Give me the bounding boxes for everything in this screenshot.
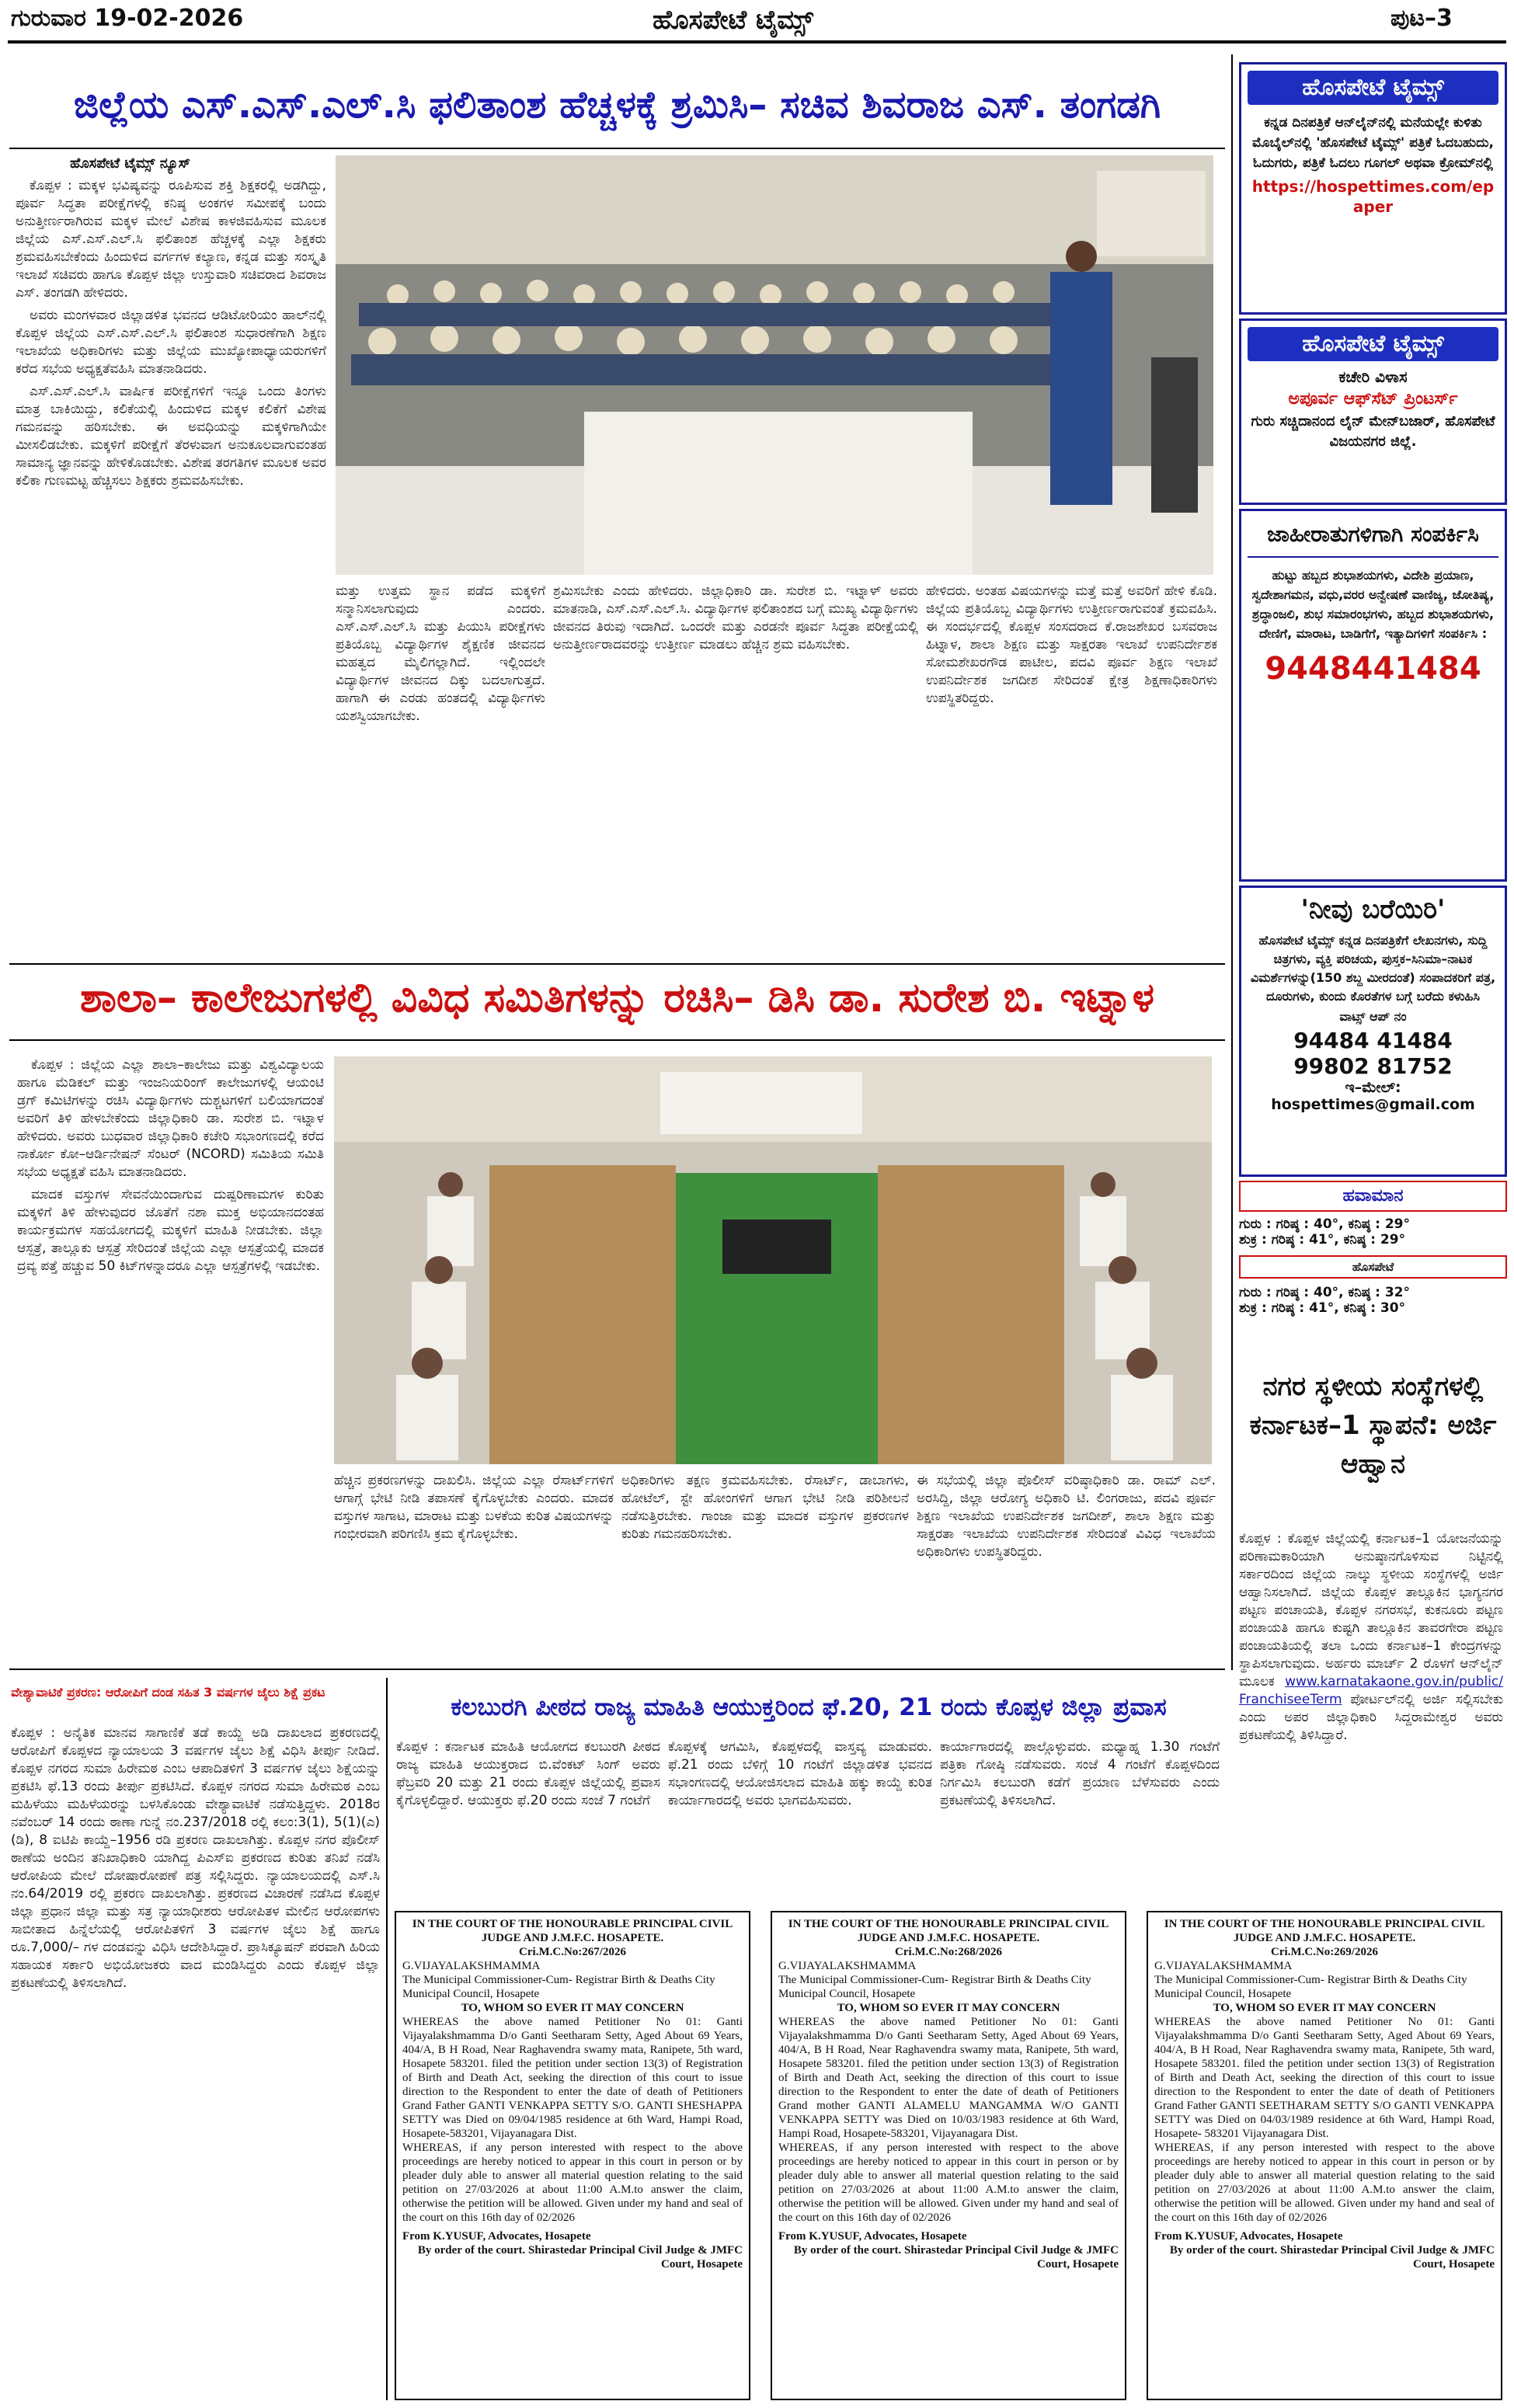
epaper-text: ಕನ್ನಡ ದಿನಪತ್ರಿಕೆ ಆನ್‌ಲೈನ್‌ನಲ್ಲಿ ಮನೆಯಲ್ಲೇ ಕುಳಿತು ಮೊಬೈಲ್‌ನಲ್ಲಿ 'ಹೊಸಪೇಟೆ ಟೈಮ್ಸ್' ಪತ್ರಿಕೆ ಓದಬಹುದು, ಓದುಗರು, ಪತ್ರಿಕೆ ಓದಲು ಗೂಗಲ್ ಅಥವಾ ಕ್ರೋಮ್‌ನಲ್ಲಿ (1252, 115, 1494, 171)
printer-name: ಅಪೂರ್ವ ಆಫ್‌ಸೆಟ್ ಪ್ರಿಂಟರ್ಸ್ (1288, 389, 1458, 409)
weather-row-3: ಗುರು : ಗರಿಷ್ಠ : 40°, ಕನಿಷ್ಠ : 32° (1239, 1285, 1410, 1300)
story5-link[interactable]: www.karnatakaone.gov.in/public/FranchiseeTerm (1239, 1674, 1503, 1707)
story3-body: ಕೊಪ್ಪಳ : ಅನೈತಿಕ ಮಾನವ ಸಾಗಾಣಿಕೆ ತಡೆ ಕಾಯ್ದೆ ಅಡಿ ದಾಖಲಾದ ಪ್ರಕರಣದಲ್ಲಿ ಆರೋಪಿಗೆ ಕೊಪ್ಪಳದ ನ್ಯಾಯಾಲಯ 3 ವರ್ಷಗಳ ಜೈಲು ಶಿಕ್ಷೆ ವಿಧಿಸಿ ತೀರ್ಪು ನೀಡಿದೆ. ಕೊಪ್ಪಳ ನಗರದ ಸುಮಾ ಹಿರೇಮಠ ಎಂಬ ಆಪಾದಿತಳಿಗೆ 3 ವರ್ಷಗಳ ಜೈಲು ಶಿಕ್ಷೆಯನ್ನು ಪ್ರಕಟಿಸಿ ಫೆ.13 ರಂದು ತೀರ್ಪು ಪ್ರಕಟಿಸಿದೆ. ಕೊಪ್ಪಳ ನಗರದ ಸುಮಾ ಹಿರೇಮಠ ಎಂಬ ಮಹಿಳೆಯು ಮಹಿಳೆಯರನ್ನು ಬಳಸಿಕೊಂಡು ವೇಶ್ಯಾವಾಟಿಕೆ ನಡೆಸುತ್ತಿದ್ದಳು. 2018ರ ನವೆಂಬರ್ 14 ರಂದು ಠಾಣಾ ಗುನ್ನೆ ನಂ.237/2018 ರಲ್ಲಿ ಕಲಂ:3(1), 5(1)(ಎ)(ಡಿ), 8 ಐಟಿಪಿ ಕಾಯ್ದೆ–1956 ರಡಿ ಪ್ರಕರಣ ದಾಖಲಾಗಿತ್ತು. ಕೊಪ್ಪಳ ನಗರ ಪೊಲೀಸ್ ಠಾಣೆಯ ಅಂದಿನ ತನಿಖಾಧಿಕಾರಿ ಯಾಗಿದ್ದ ಪಿಎಸ್‌ಐ ಪ್ರಕರಣದ ಕುರಿತು ತನಿಖೆ ನಡೆಸಿ ಆರೋಪಿಯ ಮೇಲೆ ದೋಷಾರೋಪಣೆ ಪತ್ರ ಸಲ್ಲಿಸಿದ್ದರು. ನ್ಯಾಯಾಲಯದಲ್ಲಿ ಎಸ್.ಸಿ ನಂ.64/2019 ರಲ್ಲಿ ಪ್ರಕರಣ ದಾಖಲಾಗಿತ್ತು. ಪ್ರಕರಣದ ವಿಚಾರಣೆ ನಡೆಸಿದ ಕೊಪ್ಪಳ ಜಿಲ್ಲಾ ಪ್ರಧಾನ ಜಿಲ್ಲಾ ಮತ್ತು ಸತ್ರ ನ್ಯಾಯಾಧೀಶರು ಆರೋಪಿತಳ ಮೇಲಿನ ಆರೋಪಗಳು ಸಾಬೀತಾದ ಹಿನ್ನೆಲೆಯಲ್ಲಿ ಆರೋಪಿತಳಿಗೆ 3 ವರ್ಷಗಳ ಜೈಲು ಶಿಕ್ಷೆ ಹಾಗೂ ರೂ.7,000/– ಗಳ ದಂಡವನ್ನು ವಿಧಿಸಿ ಆದೇಶಿಸಿದ್ದಾರೆ. ಪ್ರಾಸಿಕ್ಯೂಷನ್ ಪರವಾಗಿ ಹಿರಿಯ ಸಹಾಯಕ ಸರ್ಕಾರಿ ಅಭಿಯೋಜಕರು ವಾದ ಮಂಡಿಸಿದ್ದರು ಎಂದು ಕೊಪ್ಪಳ ಜಿಲ್ಲಾ ಪ್ರಕಟಣೆಯಲ್ಲಿ ತಿಳಿಸಲಾಗಿದೆ. (11, 1725, 380, 1991)
weather-box (1239, 1181, 1507, 1344)
story1-byline: ಹೊಸಪೇಟೆ ಟೈಮ್ಸ್ ನ್ಯೂಸ್ (70, 155, 191, 172)
story1-para2: ಅವರು ಮಂಗಳವಾರ ಜಿಲ್ಲಾಡಳಿತ ಭವನದ ಆಡಿಟೋರಿಯಂ ಹಾಲ್‌ನಲ್ಲಿ ಕೊಪ್ಪಳ ಜಿಲ್ಲೆಯ ಎಸ್.ಎಸ್.ಎಲ್.ಸಿ ಫಲಿತಾಂಶ ಸುಧಾರಣೆಗಾಗಿ ಶಿಕ್ಷಣ ಇಲಾಖೆಯ ಅಧಿಕಾರಿಗಳು ಮತ್ತು ಜಿಲ್ಲೆಯ ಮುಖ್ಯೋಪಾಧ್ಯಾಯರುಗಳಿಗೆ ಕರೆದ ಸಭೆಯ ಅಧ್ಯಕ್ಷತೆವಹಿಸಿ ಮಾತನಾಡಿದರು. (16, 308, 326, 377)
story5-body (1239, 1530, 1503, 1903)
story1-col2: ಮತ್ತು ಉತ್ತಮ ಸ್ಥಾನ ಪಡೆದ ಮಕ್ಕಳಿಗೆ ಸನ್ಮಾನಿಸಲಾಗುವುದು ಎಂದರು. ಎಸ್.ಎಸ್.ಎಲ್.ಸಿ ಮತ್ತು ಪಿಯುಸಿ ಪರೀಕ್ಷೆಗಳು ಪ್ರತಿಯೊಬ್ಬ ವಿದ್ಯಾರ್ಥಿಗಳ ಶೈಕ್ಷಣಿಕ ಜೀವನದ ಮಹತ್ವದ ಮೈಲಿಗಲ್ಲಾಗಿದೆ. ಇಲ್ಲಿಂದಲೇ ವಿದ್ಯಾರ್ಥಿಗಳ ಜೀವನದ ದಿಕ್ಕು ಬದಲಾಗುತ್ತದೆ. ಹಾಗಾಗಿ ಈ ಎರಡು ಹಂತದಲ್ಲಿ ವಿದ್ಯಾರ್ಥಿಗಳು ಯಶಸ್ವಿಯಾಗಬೇಕು. (336, 583, 545, 724)
legal-notice-3 (1147, 1911, 1502, 2400)
notice-respondent: The Municipal Commissioner-Cum- Registrar Birth & Deaths City Municipal Council, Hosapete (778, 1974, 1091, 2000)
phone-1[interactable]: 94484 41484 (1293, 1028, 1453, 1053)
write-box (1239, 886, 1507, 1177)
story4-col3: ಕಾರ್ಯಾಗಾರದಲ್ಲಿ ಪಾಲ್ಗೊಳ್ಳುವರು. ಮಧ್ಯಾಹ್ನ 1.30 ಗಂಟೆಗೆ ಪತ್ರಿಕಾ ಗೋಷ್ಠಿ ನಡೆಸುವರು. ಸಂಜೆ 4 ಗಂಟೆಗೆ ಕೊಪ್ಪಳದಿಂದ ನಿರ್ಗಮಿಸಿ ಕಲಬುರಗಿ ಕಡೆಗೆ ಪ್ರಯಾಣ ಬೆಳೆಸುವರು ಎಂದು ಪ್ರಕಟಣೆಯಲ್ಲಿ ತಿಳಿಸಲಾಗಿದೆ. (940, 1739, 1220, 1808)
notice-case: Cri.M.C.No:268/2026 (895, 1946, 1002, 1958)
weather-city: ಹೊಸಪೇಟೆ (1239, 1255, 1507, 1279)
story5-text2: ಪೋರ್ಟಲ್‌ನಲ್ಲಿ ಅರ್ಜಿ ಸಲ್ಲಿಸಬೇಕು ಎಂದು ಅಪರ ಜಿಲ್ಲಾಧಿಕಾರಿ ಸಿದ್ದರಾಮೇಶ್ವರ ಅವರು ಪ್ರಕಟಣೆಯಲ್ಲಿ ತಿಳಿಸಿದ್ದಾರೆ. (1239, 1692, 1503, 1743)
story1-headline: ಜಿಲ್ಲೆಯ ಎಸ್.ಎಸ್.ಎಲ್.ಸಿ ಫಲಿತಾಂಶ ಹೆಚ್ಚಳಕ್ಕೆ ಶ್ರಮಿಸಿ– ಸಚಿವ ಶಿವರಾಜ ಎಸ್. ತಂಗಡಗಿ (73, 83, 1161, 127)
notice-concern: TO, WHOM SO EVER IT MAY CONCERN (1213, 2002, 1436, 2014)
notice-from: From K.YUSUF, Advocates, Hosapete (778, 2230, 967, 2243)
notice-respondent: The Municipal Commissioner-Cum- Registrar Birth & Deaths City Municipal Council, Hosapete (402, 1974, 715, 2000)
notice-petitioner: G.VIJAYALAKSHMAMMA (1154, 1960, 1293, 1972)
page-number: ಪುಟ–3 (1390, 5, 1453, 32)
story3-divider (386, 1678, 388, 2400)
masthead-title: ಹೊಸಪೇಟೆ ಟೈಮ್ಸ್ (653, 5, 813, 36)
notice-concern: TO, WHOM SO EVER IT MAY CONCERN (837, 2002, 1060, 2014)
office-title: ಕಚೇರಿ ವಿಳಾಸ (1338, 367, 1408, 386)
email[interactable]: ಇ–ಮೇಲ್: hospettimes@gmail.com (1271, 1079, 1475, 1113)
ads-title: ಜಾಹೀರಾತುಗಳಿಗಾಗಿ ಸಂಪರ್ಕಿಸಿ (1248, 517, 1498, 558)
story5-headline: ನಗರ ಸ್ಥಳೀಯ ಸಂಸ್ಥೆಗಳಲ್ಲಿ ಕರ್ನಾಟಕ–1 ಸ್ಥಾಪನೆ: ಅರ್ಜಿ ಆಹ್ವಾನ (1249, 1371, 1497, 1480)
weather-row-2: ಶುಕ್ರ : ಗರಿಷ್ಠ : 41°, ಕನಿಷ್ಠ : 29° (1239, 1232, 1406, 1247)
notice-body2: WHEREAS, if any person interested with respect to the above proceedings are hereby noticed to appear in this court in person or by pleader duly able to answer all material question relating to the said petition on 27/03/2026 at about 11:00 A.M.to answer the claim, otherwise the petition will be allowed. Given under my hand and seal of the court on this 16th day of 02/2026 (402, 2142, 743, 2224)
story2-rule (9, 1039, 1225, 1041)
write-title: 'ನೀವು ಬರೆಯಿರಿ' (1300, 894, 1446, 925)
office-box (1239, 318, 1507, 505)
notice-sign: By order of the court. Shirastedar Principal Civil Judge & JMFC Court, Hosapete (1169, 2244, 1495, 2271)
story1-para1: ಕೊಪ್ಪಳ : ಮಕ್ಕಳ ಭವಿಷ್ಯವನ್ನು ರೂಪಿಸುವ ಶಕ್ತಿ ಶಿಕ್ಷಕರಲ್ಲಿ ಅಡಗಿದ್ದು, ಪೂರ್ವ ಸಿದ್ಧತಾ ಪರೀಕ್ಷೆಗಳಲ್ಲಿ ಕನಿಷ್ಠ ಅಂಕಗಳ ಸಮೀಪಕ್ಕೆ ಬಂದು ಅನುತ್ತೀರ್ಣರಾಗಿರುವ ಮಕ್ಕಳ ಮೇಲೆ ವಿಶೇಷ ಕಾಳಜಿವಹಿಸುವ ಮೂಲಕ ಜಿಲ್ಲೆಯ ಎಸ್.ಎಸ್.ಎಲ್.ಸಿ ಫಲಿತಾಂಶ ಹೆಚ್ಚಳಕ್ಕೆ ಎಲ್ಲಾ ಶಿಕ್ಷಕರು ಶ್ರಮವಹಿಸಬೇಕೆಂದು ಹಿಂದುಳಿದ ವರ್ಗಗಳ ಕಲ್ಯಾಣ, ಕನ್ನಡ ಮತ್ತು ಸಂಸ್ಕೃತಿ ಇಲಾಖೆ ಸಚಿವರು ಹಾಗೂ ಕೊಪ್ಪಳ ಜಿಲ್ಲಾ ಉಸ್ತುವಾರಿ ಸಚಿವರಾದ ಶಿವರಾಜ ಎಸ್. ತಂಗಡಗಿ ಹೇಳಿದರು. (16, 178, 326, 301)
phone-2[interactable]: 99802 81752 (1293, 1053, 1453, 1079)
notice-body: WHEREAS the above named Petitioner No 01: Ganti Vijayalakshmamma D/o Ganti Seetharam Setty, Aged About 69 Years, 404/A, B H Road, Near Raghavendra swamy mata, Ranipete, 5th ward, Hosapete 583201. filed the petition under section 13(3) of Registration of Birth and Death Act, seeking the direction of this court to issue direction to the Respondent to enter the date of death of Petitioners Grand mother GANTI ALAMELU MANGAMMA W/O GANTI VENKAPPA SETTY was Died on 10/03/1983 residence at 6th Ward, Hampi Road, Hosapete-583201, Vijayanagara Dist. (778, 2016, 1119, 2140)
story1-photo (336, 155, 1213, 575)
office-masthead: ಹೊಸಪೇಟೆ ಟೈಮ್ಸ್ (1248, 327, 1498, 361)
legal-notice-1 (395, 1911, 750, 2400)
epaper-masthead: ಹೊಸಪೇಟೆ ಟೈಮ್ಸ್ (1248, 71, 1498, 105)
story1-col1 (16, 177, 326, 958)
notice-court: IN THE COURT OF THE HONOURABLE PRINCIPAL CIVIL JUDGE AND J.M.F.C. HOSAPETE. (412, 1918, 733, 1944)
story2-bottom-rule (9, 1669, 1225, 1670)
issue-date: ಗುರುವಾರ 19-02-2026 (11, 5, 244, 32)
notice-petitioner: G.VIJAYALAKSHMAMMA (778, 1960, 917, 1972)
whatsapp-label: ವಾಟ್ಸ್ ಆಪ್ ನಂ (1339, 1009, 1407, 1024)
epaper-link[interactable]: https://hospettimes.com/epaper (1251, 177, 1495, 216)
story2-col4: ಈ ಸಭೆಯಲ್ಲಿ ಜಿಲ್ಲಾ ಪೊಲೀಸ್ ವರಿಷ್ಠಾಧಿಕಾರಿ ಡಾ. ರಾಮ್ ಎಲ್. ಅರಸಿದ್ದಿ, ಜಿಲ್ಲಾ ಆರೋಗ್ಯ ಅಧಿಕಾರಿ ಟಿ. ಲಿಂಗರಾಜು, ಪದವಿ ಪೂರ್ವ ಶಿಕ್ಷಣ ಇಲಾಖೆಯ ಉಪನಿರ್ದೇಶಕ ಜಗದೀಶ್, ಶಾಲಾ ಶಿಕ್ಷಣ ಮತ್ತು ಸಾಕ್ಷರತಾ ಇಲಾಖೆಯ ಉಪನಿರ್ದೇಶಕ ಸೇರಿದಂತೆ ವಿವಿಧ ಇಲಾಖೆಯ ಅಧಿಕಾರಿಗಳು ಉಪಸ್ಥಿತರಿದ್ದರು. (917, 1473, 1216, 1560)
notice-petitioner: G.VIJAYALAKSHMAMMA (402, 1960, 541, 1972)
story2-col3: ಅಧಿಕಾರಿಗಳು ತಕ್ಷಣ ಕ್ರಮವಹಿಸಬೇಕು. ರೆಸಾರ್ಟ್, ಡಾಬಾಗಳು, ಹೋಟೆಲ್, ಸ್ಟೇ ಹೋಂಗಳಿಗೆ ಆಗಾಗ ಭೇಟಿ ನೀಡಿ ಪರಿಶೀಲನೆ ನಡೆಸುತ್ತಿರಬೇಕು. ಗಾಂಜಾ ಮತ್ತು ಮಾದಕ ವಸ್ತುಗಳ ಪ್ರಕರಣಗಳ ಕುರಿತು ಗಮನಹರಿಸಬೇಕು. (621, 1473, 909, 1542)
notice-from: From K.YUSUF, Advocates, Hosapete (1154, 2230, 1343, 2243)
story1-col4: ಹೇಳಿದರು. ಅಂತಹ ವಿಷಯಗಳನ್ನು ಮತ್ತೆ ಮತ್ತೆ ಅವರಿಗೆ ಹೇಳಿ ಕೊಡಿ. ಜಿಲ್ಲೆಯ ಪ್ರತಿಯೊಬ್ಬ ವಿದ್ಯಾರ್ಥಿಗಳು ಉತ್ತೀರ್ಣರಾಗುವಂತೆ ಕ್ರಮವಹಿಸಿ. ಈ ಸಂದರ್ಭದಲ್ಲಿ ಕೊಪ್ಪಳ ಸಂಸದರಾದ ಕೆ.ರಾಜಶೇಖರ ಬಸವರಾಜ ಹಿಟ್ನಾಳ, ಶಾಲಾ ಶಿಕ್ಷಣ ಮತ್ತು ಸಾಕ್ಷರತಾ ಇಲಾಖೆ ಉಪನಿರ್ದೇಶಕ ಸೋಮಶೇಖರಗೌಡ ಪಾಟೀಲ, ಪದವಿ ಪೂರ್ವ ಶಿಕ್ಷಣ ಇಲಾಖೆ ಉಪನಿರ್ದೇಶಕ ಜಗದೀಶ ಸೇರಿದಂತೆ ಕ್ಷೇತ್ರ ಶಿಕ್ಷಣಾಧಿಕಾರಿಗಳು ಉಪಸ್ಥಿತರಿದ್ದರು. (926, 583, 1217, 706)
notice-from: From K.YUSUF, Advocates, Hosapete (402, 2230, 591, 2243)
notice-body: WHEREAS the above named Petitioner No 01: Ganti Vijayalakshmamma D/o Ganti Seetharam Setty, Aged About 69 Years, 404/A, B H Road, Near Raghavendra swamy mata, Ranipete, 5th ward, Hosapete 583201. filed the petition under section 13(3) of Registration of Birth and Death Act, seeking the direction of this court to issue direction to the Respondent to enter the date of death of Petitioners Grand Father GANTI SEETHARAM SETTY S/O GANTI VENKAPPA SETTY was Died on 04/03/1989 residence at 6th Ward, Hampi Road, Hosapete- 583201 Vijayanagara Dist. (1154, 2016, 1495, 2140)
ads-phone[interactable]: 9448441484 (1265, 651, 1481, 687)
notice-body2: WHEREAS, if any person interested with respect to the above proceedings are hereby noticed to appear in this court in person or by pleader duly able to answer all material question relating to the said petition on 27/03/2026 at about 11:00 A.M.to answer the claim, otherwise the petition will be allowed. Given under my hand and seal of the court on this 16th day of 02/2026 (778, 2142, 1119, 2224)
write-text: ಹೊಸಪೇಟೆ ಟೈಮ್ಸ್ ಕನ್ನಡ ದಿನಪತ್ರಿಕೆಗೆ ಲೇಖನಗಳು, ಸುದ್ದಿ ಚಿತ್ರಗಳು, ವ್ಯಕ್ತಿ ಪರಿಚಯ, ಪುಸ್ತಕ–ಸಿನಿಮಾ–ನಾಟಕ ವಿಮರ್ಶೆಗಳನ್ನು(150 ಶಬ್ದ ಮೀರದಂತೆ) ಸಂಪಾದಕರಿಗೆ ಪತ್ರ, ದೂರುಗಳು, ಕುಂದು ಕೊರತೆಗಳ ಬಗ್ಗೆ ಬರೆದು ಕಳುಹಿಸಿ (1250, 933, 1496, 1004)
story1-col3: ಶ್ರಮಿಸಬೇಕು ಎಂದು ಹೇಳಿದರು. ಜಿಲ್ಲಾಧಿಕಾರಿ ಡಾ. ಸುರೇಶ ಬಿ. ಇಟ್ನಾಳ್ ಅವರು ಮಾತನಾಡಿ, ಎಸ್.ಎಸ್.ಎಲ್.ಸಿ. ವಿದ್ಯಾರ್ಥಿಗಳ ಫಲಿತಾಂಶದ ಬಗ್ಗೆ ಮುಖ್ಯ ವಿದ್ಯಾರ್ಥಿಗಳು ಜೀವನದ ತಿರುವು ಇದಾಗಿದೆ. ಒಂದರೇ ಮತ್ತು ಎರಡನೇ ಪೂರ್ವ ಸಿದ್ಧತಾ ಪರೀಕ್ಷೆಯಲ್ಲಿ ಅನುತ್ತೀರ್ಣರಾದವರನ್ನು ಉತ್ತೀರ್ಣ ಮಾಡಲು ಹೆಚ್ಚಿನ ಶ್ರಮ ವಹಿಸಬೇಕು. (553, 583, 918, 652)
legal-notice-2 (771, 1911, 1126, 2400)
weather-row-1: ಗುರು : ಗರಿಷ್ಠ : 40°, ಕನಿಷ್ಠ : 29° (1239, 1216, 1410, 1232)
story5-text: ಕೊಪ್ಪಳ : ಕೊಪ್ಪಳ ಜಿಲ್ಲೆಯಲ್ಲಿ ಕರ್ನಾಟಕ–1 ಯೋಜನೆಯನ್ನು ಪರಿಣಾಮಕಾರಿಯಾಗಿ ಅನುಷ್ಠಾನಗೊಳಿಸುವ ನಿಟ್ಟಿನಲ್ಲಿ ಸರ್ಕಾರದಿಂದ ಜಿಲ್ಲೆಯ ನಾಲ್ಕು ಸ್ಥಳೀಯ ಸಂಸ್ಥೆಗಳಲ್ಲಿ ಅರ್ಜಿ ಆಹ್ವಾನಿಸಲಾಗಿದೆ. ಜಿಲ್ಲೆಯ ಕೊಪ್ಪಳ ತಾಲ್ಲೂಕಿನ ಭಾಗ್ಯನಗರ ಪಟ್ಟಣ ಪಂಚಾಯತಿ, ಕೊಪ್ಪಳ ನಗರಸಭೆ, ಕುಕನೂರು ಪಟ್ಟಣ ಪಂಚಾಯತಿ ಹಾಗೂ ಕುಷ್ಟಗಿ ತಾಲ್ಲೂಕಿನ ತಾವರಗೇರಾ ಪಟ್ಟಣ ಪಂಚಾಯತಿಯಲ್ಲಿ ತಲಾ ಒಂದು ಕರ್ನಾಟಕ–1 ಕೇಂದ್ರಗಳನ್ನು ಸ್ಥಾಪಿಸಲಾಗುವುದು. ಅರ್ಹರು ಮಾರ್ಚ್ 2 ರೊಳಗೆ ಆನ್‌ಲೈನ್ ಮೂಲಕ (1239, 1531, 1503, 1689)
notice-body: WHEREAS the above named Petitioner No 01: Ganti Vijayalakshmamma D/o Ganti Seetharam Setty, Aged About 69 Years, 404/A, B H Road, Near Raghavendra swamy mata, Ranipete, 5th ward, Hosapete 583201. filed the petition under section 13(3) of Registration of Birth and Death Act, seeking the direction of this court to issue direction to the Respondent to enter the date of death of Petitioners Grand Father GANTI VENKAPPA SETTY S/O. GANTI SHESHAPPA SETTY was Died on 09/04/1985 residence at 6th Ward, Hampi Road, Hosapete-583201, Vijayanagara Dist. (402, 2016, 743, 2140)
ads-box (1239, 509, 1507, 882)
story2-para2: ಮಾದಕ ವಸ್ತುಗಳ ಸೇವನೆಯಿಂದಾಗುವ ದುಷ್ಪರಿಣಾಮಗಳ ಕುರಿತು ಮಕ್ಕಳಿಗೆ ತಿಳಿ ಹೇಳುವುದರ ಜೊತೆಗೆ ನಶಾ ಮುಕ್ತ ಅಭಿಯಾನದಂತಹ ಕಾರ್ಯಕ್ರಮಗಳ ಸಹಯೋಗದಲ್ಲಿ ಮಕ್ಕಳಿಗೆ ಮಾಹಿತಿ ನೀಡಬೇಕು. ಜಿಲ್ಲಾ ಆಸ್ಪತ್ರೆ, ತಾಲ್ಲೂಕು ಆಸ್ಪತ್ರೆ ಸೇರಿದಂತೆ ಜಿಲ್ಲೆಯ ಎಲ್ಲಾ ಆಸ್ಪತ್ರೆಯಲ್ಲಿ ಮಾದಕ ದ್ರವ್ಯ ಪತ್ತೆ ಹಚ್ಚುವ 50 ಕಿಟ್‌ಗಳನ್ನಾದರೂ ಎಲ್ಲಾ ಆಸ್ಪತ್ರೆಗಳಲ್ಲಿ ಇಡಬೇಕು. (17, 1187, 324, 1274)
notice-case: Cri.M.C.No:267/2026 (519, 1946, 626, 1958)
weather-row-4: ಶುಕ್ರ : ಗರಿಷ್ಠ : 41°, ಕನಿಷ್ಠ : 30° (1239, 1300, 1406, 1316)
story1-para3: ಎಸ್.ಎಸ್.ಎಲ್.ಸಿ ವಾರ್ಷಿಕ ಪರೀಕ್ಷೆಗಳಿಗೆ ಇನ್ನೂ ಒಂದು ತಿಂಗಳು ಮಾತ್ರ ಬಾಕಿಯಿದ್ದು, ಕಲಿಕೆಯಲ್ಲಿ ಹಿಂದುಳಿದ ಮಕ್ಕಳ ಕಲಿಕೆಗೆ ವಿಶೇಷ ಗಮನವನ್ನು ಹರಿಸಬೇಕು. ಈ ಅವಧಿಯನ್ನು ಮಕ್ಕಳಿಗಾಗಿಯೇ ಮೀಸಲಿಡಬೇಕು. ಮಕ್ಕಳಿಗೆ ಪರೀಕ್ಷೆಗೆ ತೆರಳುವಾಗ ಅನುಕೂಲವಾಗುವಂತಹ ಸಾಮಾನ್ಯ ಜ್ಞಾನವನ್ನು ಹೇಳಿಕೊಡಬೇಕು. ವಿಶೇಷ ತರಗತಿಗಳ ಮೂಲಕ ಅವರ ಕಲಿಕಾ ಗುಣಮಟ್ಟ ಹೆಚ್ಚಿಸಲು ಶಿಕ್ಷಕರು ಶ್ರಮವಹಿಸಬೇಕು. (16, 384, 326, 489)
story2-col2: ಹೆಚ್ಚಿನ ಪ್ರಕರಣಗಳನ್ನು ದಾಖಲಿಸಿ. ಜಿಲ್ಲೆಯ ಎಲ್ಲಾ ರೆಸಾರ್ಟ್‌ಗಳಿಗೆ ಆಗಾಗ್ಗೆ ಭೇಟಿ ನೀಡಿ ತಪಾಸಣೆ ಕೈಗೊಳ್ಳಬೇಕು ಎಂದರು. ಮಾದಕ ವಸ್ತುಗಳ ಸಾಗಾಟ, ಮಾರಾಟ ಮತ್ತು ಬಳಕೆಯ ಕುರಿತ ವಿಷಯಗಳನ್ನು ಗಂಭೀರವಾಗಿ ಪರಿಗಣಿಸಿ ಕ್ರಮ ಕೈಗೊಳ್ಳಬೇಕು. (334, 1473, 614, 1542)
notice-case: Cri.M.C.No:269/2026 (1271, 1946, 1378, 1958)
story3-headline: ವೇಶ್ಯಾವಾಟಿಕೆ ಪ್ರಕರಣ: ಆರೋಪಿಗೆ ದಂಡ ಸಹಿತ 3 ವರ್ಷಗಳ ಜೈಲು ಶಿಕ್ಷೆ ಪ್ರಕಟ (11, 1685, 325, 1700)
notice-court: IN THE COURT OF THE HONOURABLE PRINCIPAL CIVIL JUDGE AND J.M.F.C. HOSAPETE. (1164, 1918, 1485, 1944)
header-rule (8, 40, 1506, 43)
story2-headline: ಶಾಲಾ– ಕಾಲೇಜುಗಳಲ್ಲಿ ವಿವಿಧ ಸಮಿತಿಗಳನ್ನು ರಚಿಸಿ– ಡಿಸಿ ಡಾ. ಸುರೇಶ ಬಿ. ಇಟ್ನಾಳ (80, 975, 1154, 1021)
notice-concern: TO, WHOM SO EVER IT MAY CONCERN (461, 2002, 684, 2014)
weather-title: ಹವಾಮಾನ (1239, 1181, 1507, 1212)
notice-sign: By order of the court. Shirastedar Principal Civil Judge & JMFC Court, Hosapete (793, 2244, 1119, 2271)
story2-col1 (17, 1056, 324, 1662)
story2-photo (334, 1056, 1212, 1464)
notice-court: IN THE COURT OF THE HONOURABLE PRINCIPAL CIVIL JUDGE AND J.M.F.C. HOSAPETE. (788, 1918, 1109, 1944)
notice-sign: By order of the court. Shirastedar Principal Civil Judge & JMFC Court, Hosapete (417, 2244, 743, 2271)
notice-respondent: The Municipal Commissioner-Cum- Registrar Birth & Deaths City Municipal Council, Hosapete (1154, 1974, 1467, 2000)
story1-rule (9, 148, 1225, 149)
story2-para1: ಕೊಪ್ಪಳ : ಜಿಲ್ಲೆಯ ಎಲ್ಲಾ ಶಾಲಾ–ಕಾಲೇಜು ಮತ್ತು ವಿಶ್ವವಿದ್ಯಾಲಯ ಹಾಗೂ ಮೆಡಿಕಲ್ ಮತ್ತು ಇಂಜನಿಯರಿಂಗ್ ಕಾಲೇಜುಗಳಲ್ಲಿ ಆಯಂಟಿ ಡ್ರಗ್ ಕಮಿಟಿಗಳನ್ನು ರಚಿಸಿ ವಿದ್ಯಾರ್ಥಿಗಳು ದುಶ್ಚಟಗಳಿಗೆ ಬಲಿಯಾಗದಂತೆ ಅವರಿಗೆ ತಿಳಿ ಹೇಳಬೇಕೆಂದು ಜಿಲ್ಲಾಧಿಕಾರಿ ಡಾ. ಸುರೇಶ ಬಿ. ಇಟ್ನಾಳ ಹೇಳಿದರು. ಅವರು ಬುಧವಾರ ಜಿಲ್ಲಾಧಿಕಾರಿ ಕಚೇರಿ ಸಭಾಂಗಣದಲ್ಲಿ ಕರೆದ ನಾರ್ಕೋ ಕೋ–ಆರ್ಡಿನೇಷನ್ ಸೆಂಟರ್ (NCORD) ಸಮಿತಿಯ ಸಮಿತಿ ಸಭೆಯ ಅಧ್ಯಕ್ಷತೆ ವಹಿಸಿ ಮಾತನಾಡಿದರು. (17, 1057, 324, 1180)
epaper-box (1239, 62, 1507, 315)
ads-text: ಹುಟ್ಟು ಹಬ್ಬದ ಶುಭಾಶಯಗಳು, ವಿದೇಶಿ ಪ್ರಯಾಣ, ಸ್ವದೇಶಾಗಮನ, ವಧು,ವರರ ಅನ್ವೇಷಣೆ ವಾಣಿಜ್ಯ, ಜೋತಿಷ್ಯ, ಶ್ರದ್ಧಾಂಜಲಿ, ಶುಭ ಸಮಾರಂಭಗಳು, ಹಬ್ಬದ ಶುಭಾಶಯಗಳು, ದೇಣಿಗೆ, ಮಾರಾಟ, ಬಾಡಿಗೆಗೆ, ಇತ್ಯಾದಿಗಳಿಗೆ ಸಂಪರ್ಕಿಸಿ : (1251, 568, 1495, 641)
story4-col1: ಕೊಪ್ಪಳ : ಕರ್ನಾಟಕ ಮಾಹಿತಿ ಆಯೋಗದ ಕಲಬುರಗಿ ಪೀಠದ ರಾಜ್ಯ ಮಾಹಿತಿ ಆಯುಕ್ತರಾದ ಬಿ.ವೆಂಕಟ್ ಸಿಂಗ್ ಅವರು ಫೆಬ್ರವರಿ 20 ಮತ್ತು 21 ರಂದು ಕೊಪ್ಪಳ ಜಿಲ್ಲೆಯಲ್ಲಿ ಪ್ರವಾಸ ಕೈಗೊಳ್ಳಲಿದ್ದಾರೆ. ಆಯುಕ್ತರು ಫೆ.20 ರಂದು ಸಂಜೆ 7 ಗಂಟೆಗೆ (396, 1739, 660, 1808)
office-address: ಗುರು ಸಚ್ಚಿದಾನಂದ ಲೈನ್ ಮೇನ್‌ಬಜಾರ್, ಹೊಸಪೇಟೆ ವಿಜಯನಗರ ಜಿಲ್ಲೆ. (1251, 413, 1495, 450)
notice-body2: WHEREAS, if any person interested with respect to the above proceedings are hereby noticed to appear in this court in person or by pleader duly able to answer all material question relating to the said petition on 27/03/2026 at about 11:00 A.M.to answer the claim, otherwise the petition will be allowed. Given under my hand and seal of the court on this 16th day of 02/2026 (1154, 2142, 1495, 2224)
sidebar-divider (1231, 54, 1233, 1670)
story4-col2: ಕೊಪ್ಪಳಕ್ಕೆ ಆಗಮಿಸಿ, ಕೊಪ್ಪಳದಲ್ಲಿ ವಾಸ್ತವ್ಯ ಮಾಡುವರು. ಫೆ.21 ರಂದು ಬೆಳಿಗ್ಗೆ 10 ಗಂಟೆಗೆ ಜಿಲ್ಲಾಡಳಿತ ಭವನದ ಸಭಾಂಗಣದಲ್ಲಿ ಆಯೋಜಿಸಲಾದ ಮಾಹಿತಿ ಹಕ್ಕು ಕಾಯ್ದೆ ಕುರಿತ ಕಾರ್ಯಾಗಾರದಲ್ಲಿ ಅವರು ಭಾಗವಹಿಸುವರು. (668, 1739, 932, 1808)
story4-headline: ಕಲಬುರಗಿ ಪೀಠದ ರಾಜ್ಯ ಮಾಹಿತಿ ಆಯುಕ್ತರಿಂದ ಫೆ.20, 21 ರಂದು ಕೊಪ್ಪಳ ಜಿಲ್ಲಾ ಪ್ರವಾಸ (451, 1693, 1167, 1721)
